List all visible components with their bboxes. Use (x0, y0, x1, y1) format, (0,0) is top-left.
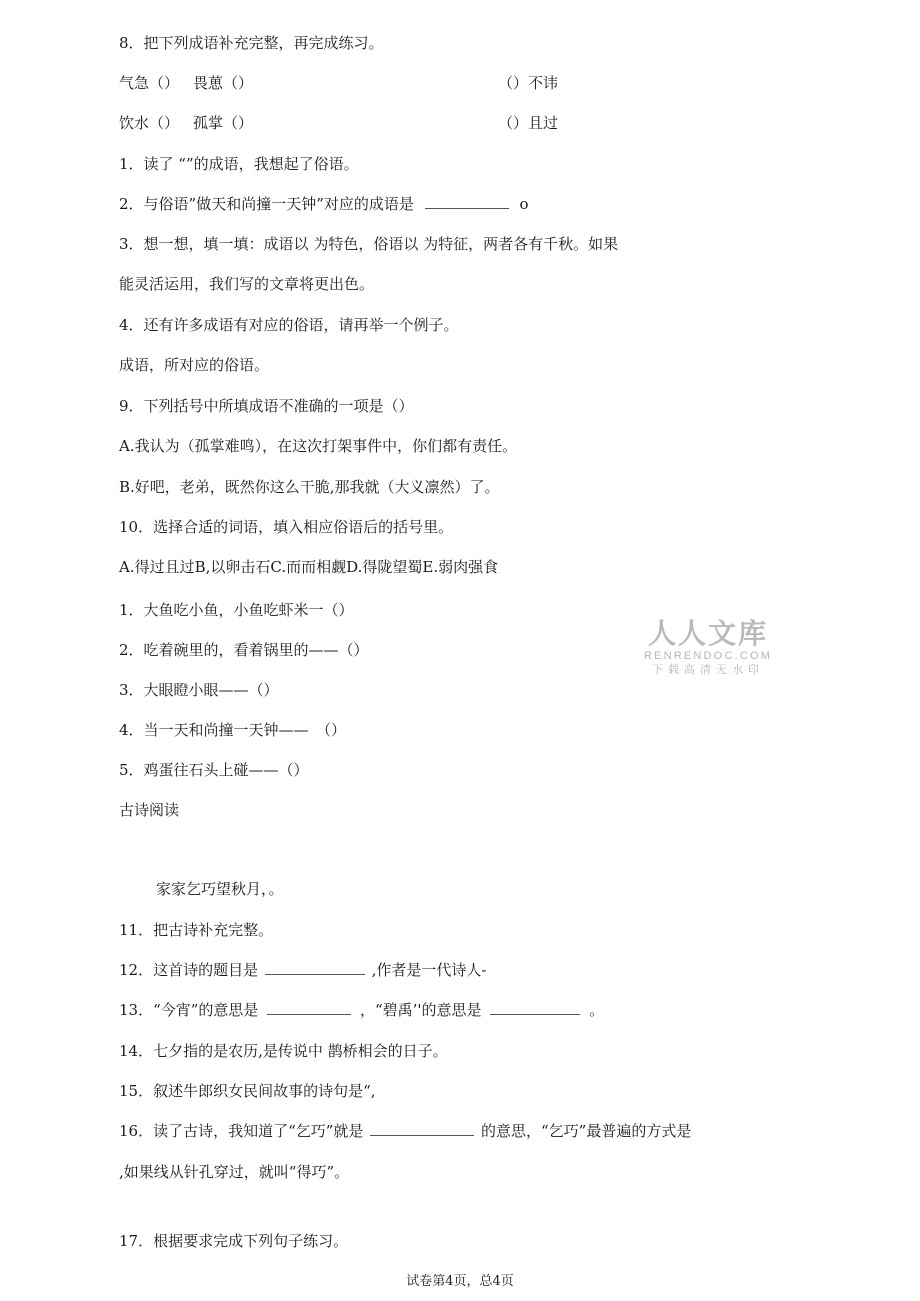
q10-title: 10．选择合适的词语，填入相应俗语后的括号里。 (119, 518, 454, 536)
idiom-blank-qiji: 气急（） (119, 74, 180, 92)
q10-item: 3．大眼瞪小眼——（） (119, 681, 279, 699)
answer-blank[interactable] (267, 1000, 351, 1015)
q8-sub-3-continued: 能灵活运用，我们写的文章将更出色。 (119, 275, 375, 293)
q13-text: 13．“今宵”的意思是 (119, 1001, 259, 1019)
q8-title: 8．把下列成语补充完整，再完成练习。 (119, 34, 384, 52)
watermark-title: 人人文库 (647, 617, 768, 650)
answer-blank[interactable] (265, 960, 365, 975)
q8-sub-4: 4．还有许多成语有对应的俗语，请再举一个例子。 (119, 316, 459, 334)
page-footer: 试卷第4页，总4页 (406, 1274, 514, 1289)
q16-continued: ,如果线从针孔穿过，就叫“得巧”。 (119, 1163, 350, 1181)
q8-sub-2-end: o (519, 195, 529, 213)
q8-sub-2 (119, 194, 528, 214)
q17: 17．根据要求完成下列句子练习。 (119, 1232, 349, 1250)
idiom-blank-qieguo: （）且过 (498, 114, 559, 132)
answer-blank[interactable] (425, 194, 509, 209)
watermark-domain: RENRENDOC.COM (643, 650, 773, 662)
q10-item: 4．当一天和尚撞一天钟—— （） (119, 721, 347, 739)
q16-text: 16．读了古诗，我知道了“乞巧”就是 (119, 1122, 364, 1140)
q8-sub-1: 1．读了 “”的成语，我想起了俗语。 (119, 155, 359, 173)
q13-text-middle: ，“碧禹’'的意思是 (360, 1001, 482, 1019)
answer-blank[interactable] (490, 1000, 580, 1015)
q13 (119, 1000, 604, 1020)
q12 (119, 960, 487, 980)
q16-text-end: 的意思，“乞巧”最普遍的方式是 (481, 1122, 692, 1140)
idiom-blank-weixi: 畏葸（） (193, 74, 254, 92)
q16 (119, 1121, 691, 1141)
idiom-blank-yinshui: 饮水（） (119, 114, 180, 132)
idiom-blank-buhui: （）不讳 (498, 74, 559, 92)
q10-item: 5．鸡蛋往石头上碰——（） (119, 761, 309, 779)
q10-options: A.得过且过B,以卵击石C.而而相觑D.得陇望蜀E.弱肉强食 (119, 558, 499, 576)
watermark-logo (642, 618, 774, 677)
idiom-blank-guzhang: 孤掌（） (193, 114, 254, 132)
q8-sub-2-text: 2．与俗语”做天和尚撞一天钟”对应的成语是 (119, 195, 414, 213)
q9-option-a: A.我认为（孤掌难鸣），在这次打架事件中，你们都有责任。 (119, 437, 518, 455)
q8-sub-4-answer: 成语，所对应的俗语。 (119, 356, 270, 374)
poem-heading: 古诗阅读 (119, 801, 180, 819)
q14: 14．七夕指的是农历,是传说中 鹊桥相会的日子。 (119, 1042, 448, 1060)
q15: 15．叙述牛郎织女民间故事的诗句是“, (119, 1082, 376, 1100)
q13-text-end: 。 (589, 1001, 605, 1019)
poem-verse: 家家乞巧望秋月，。 (156, 880, 284, 898)
q8-sub-3: 3．想一想，填一填：成语以 为特色，俗语以 为特征，两者各有千秋。如果 (119, 235, 619, 253)
q10-item: 1．大鱼吃小鱼，小鱼吃虾米一（） (119, 601, 354, 619)
watermark-subtitle: 下载高清无水印 (652, 663, 764, 676)
q12-text-end: ,作者是一代诗人- (371, 961, 487, 979)
q10-item: 2．吃着碗里的，看着锅里的——（） (119, 641, 369, 659)
answer-blank[interactable] (370, 1121, 474, 1136)
q9-title: 9．下列括号中所填成语不准确的一项是（） (119, 397, 414, 415)
q12-text: 12．这首诗的题目是 (119, 961, 259, 979)
q11: 11．把古诗补充完整。 (119, 921, 274, 939)
q9-option-b: B.好吧，老弟，既然你这么干脆,那我就（大义凛然）了。 (119, 478, 500, 496)
